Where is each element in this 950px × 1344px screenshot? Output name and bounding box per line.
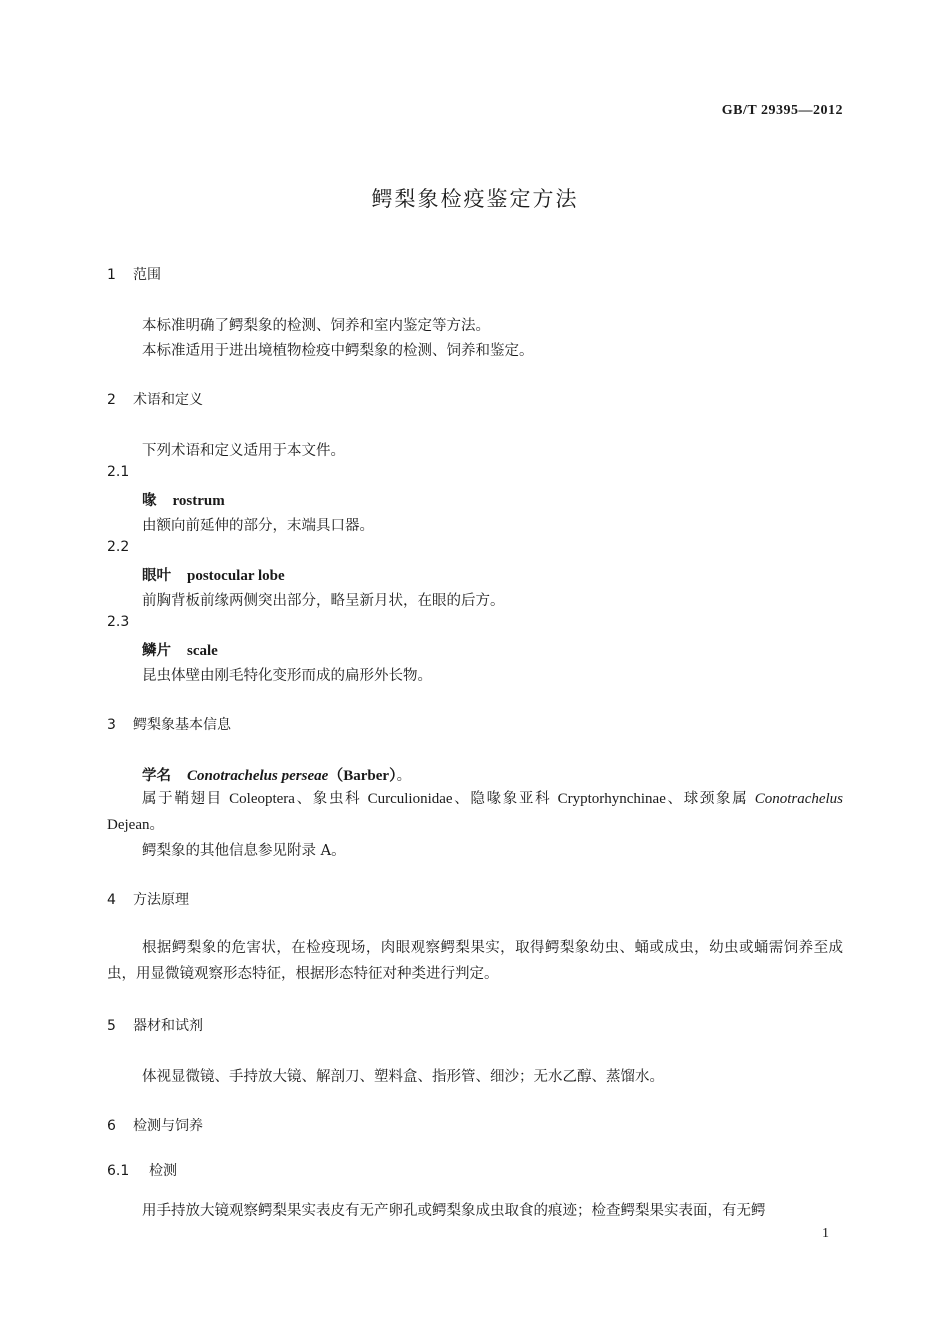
section-6-heading xyxy=(107,1115,203,1135)
subsection-title: 检测 xyxy=(149,1163,177,1179)
sci-end: 。 xyxy=(396,768,412,784)
section-5-heading xyxy=(107,1015,203,1035)
term-en: rostrum xyxy=(172,493,225,509)
materials-paragraph: 体视显微镜、手持放大镜、解剖刀、塑料盒、指形管、细沙；无水乙醇、蒸馏水。 xyxy=(142,1069,664,1085)
scope-paragraph-1: 本标准明确了鳄梨象的检测、饲养和室内鉴定等方法。 xyxy=(142,318,490,334)
term-zh: 喙 xyxy=(142,493,157,509)
subsection-6-1-heading xyxy=(107,1160,177,1180)
taxonomy-text: 、象虫科 xyxy=(294,791,368,807)
scientific-name-line xyxy=(142,764,411,785)
term-entry xyxy=(142,564,285,585)
section-number: 1 xyxy=(107,267,116,283)
other-info: 鳄梨象的其他信息参见附录 A。 xyxy=(142,843,346,859)
document-title: 鳄梨象检疫鉴定方法 xyxy=(371,187,579,211)
section-title: 方法原理 xyxy=(133,892,189,908)
page-number: 1 xyxy=(822,1226,829,1241)
section-number: 5 xyxy=(107,1018,116,1034)
taxonomy-text: 。 xyxy=(149,817,164,833)
term-en: postocular lobe xyxy=(187,568,285,584)
taxon-family: Curculionidae xyxy=(367,791,453,807)
term-entry xyxy=(142,489,225,510)
taxonomy-paragraph xyxy=(107,786,843,838)
detection-paragraph: 用手持放大镜观察鳄梨果实表皮有无产卵孔或鳄梨象成虫取食的痕迹；检查鳄梨果实表面，有无鳄 xyxy=(142,1203,766,1219)
section-1-heading xyxy=(107,264,161,284)
taxon-authority: Dejean xyxy=(107,817,150,833)
section-number: 3 xyxy=(107,717,116,733)
term-en: scale xyxy=(187,643,218,659)
standard-code: GB/T 29395—2012 xyxy=(721,103,843,118)
scope-paragraph-2: 本标准适用于进出境植物检疫中鳄梨象的检测、饲养和鉴定。 xyxy=(142,343,534,359)
section-3-heading xyxy=(107,714,231,734)
section-number: 4 xyxy=(107,892,116,908)
term-zh: 鳞片 xyxy=(142,643,171,659)
subsection-number: 6.1 xyxy=(107,1163,130,1179)
term-entry xyxy=(142,639,218,660)
term-number: 2.3 xyxy=(107,614,130,630)
taxon-order: Coleoptera xyxy=(229,791,295,807)
section-2-heading xyxy=(107,389,203,409)
term-definition: 前胸背板前缘两侧突出部分，略呈新月状，在眼的后方。 xyxy=(142,593,505,609)
section-number: 2 xyxy=(107,392,116,408)
terms-intro: 下列术语和定义适用于本文件。 xyxy=(142,443,345,459)
section-title: 器材和试剂 xyxy=(133,1018,203,1034)
term-number: 2.1 xyxy=(107,464,130,480)
term-definition: 昆虫体壁由刚毛特化变形而成的扁形外长物。 xyxy=(142,668,432,684)
taxonomy-text: 、球颈象属 xyxy=(665,791,755,807)
section-title: 检测与饲养 xyxy=(133,1118,203,1134)
sci-name: Conotrachelus perseae xyxy=(187,768,329,784)
principle-paragraph: 根据鳄梨象的危害状，在检疫现场，肉眼观察鳄梨果实，取得鳄梨象幼虫、蛹或成虫，幼虫或蛹需饲养至成虫，用显微镜观察形态特征，根据形态特征对种类进行判定。 xyxy=(107,940,843,982)
sci-label: 学名 xyxy=(142,768,171,784)
sci-author: （Barber） xyxy=(328,768,397,784)
taxonomy-text: 、隐喙象亚科 xyxy=(452,791,558,807)
term-zh: 眼叶 xyxy=(142,568,171,584)
term-number: 2.2 xyxy=(107,539,130,555)
section-number: 6 xyxy=(107,1118,116,1134)
taxon-subfamily: Cryptorhynchinae xyxy=(557,791,666,807)
term-definition: 由额向前延伸的部分，末端具口器。 xyxy=(142,518,374,534)
section-4-heading xyxy=(107,889,189,909)
section-title: 范围 xyxy=(133,267,161,283)
taxon-genus: Conotrachelus xyxy=(754,791,844,807)
section-title: 鳄梨象基本信息 xyxy=(133,717,231,733)
taxonomy-text: 属于鞘翅目 xyxy=(142,791,230,807)
section-title: 术语和定义 xyxy=(133,392,203,408)
